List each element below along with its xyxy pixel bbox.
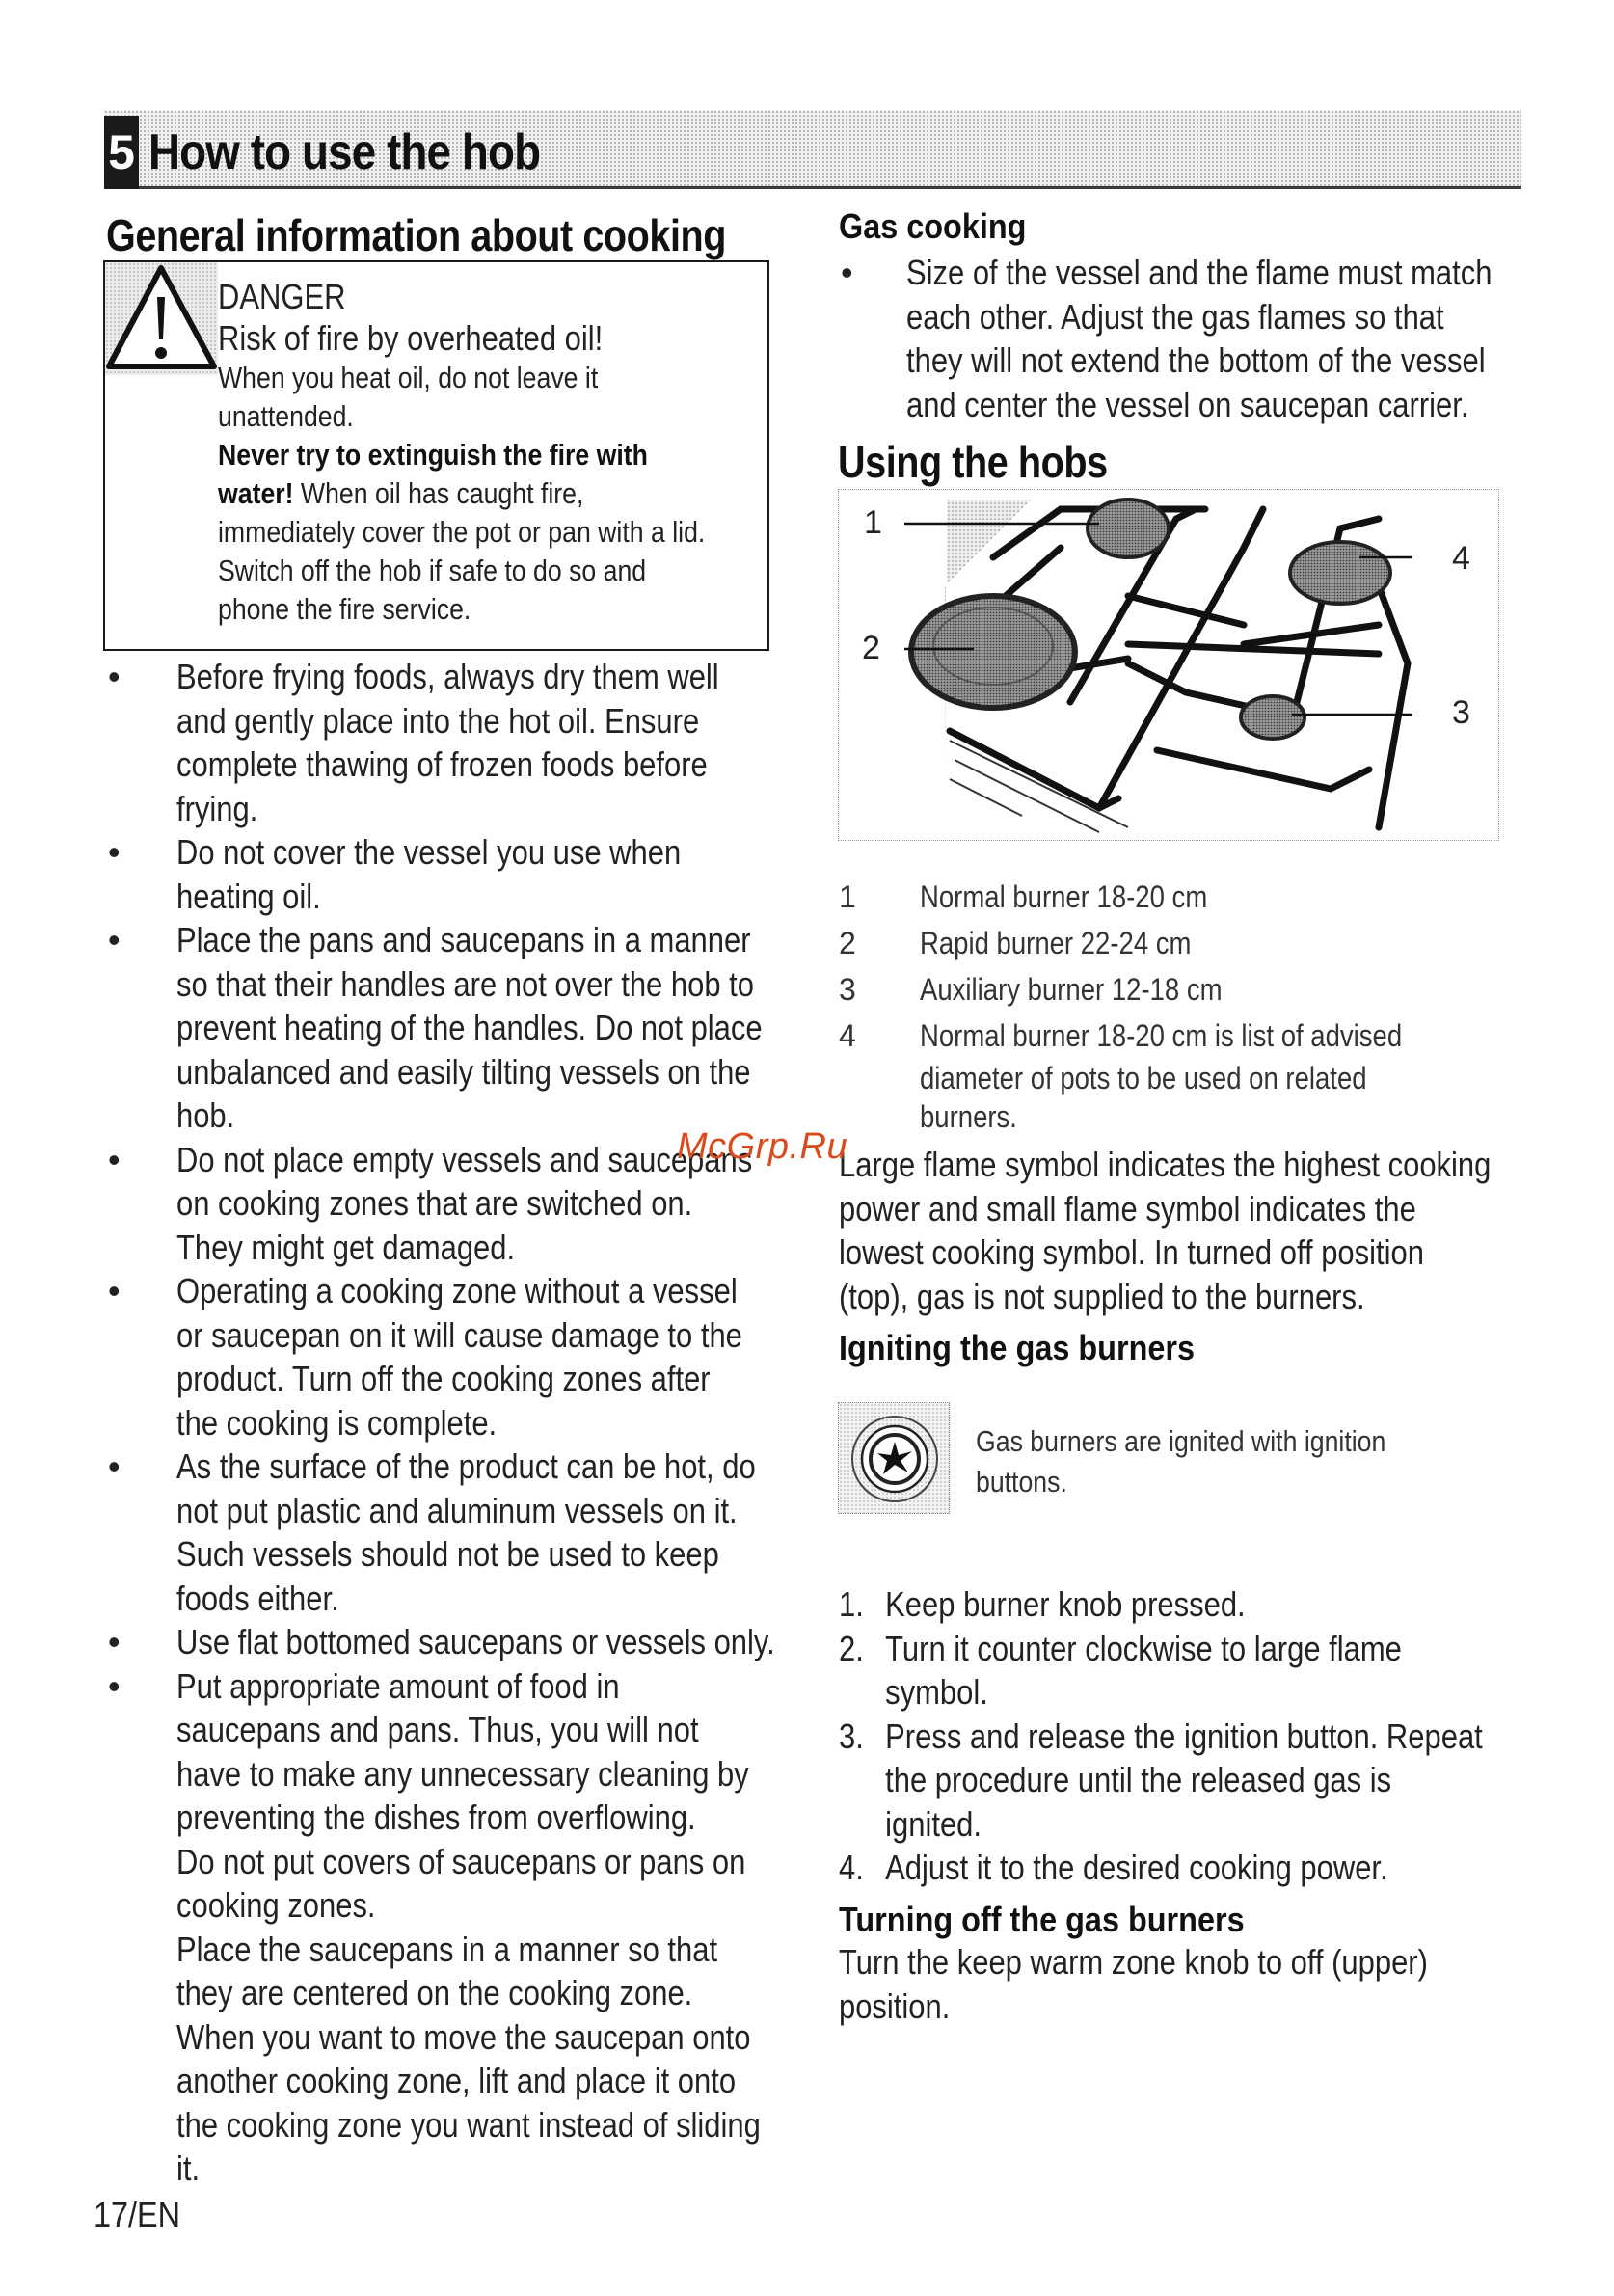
section-number-badge: 5 <box>104 116 139 189</box>
flame-symbol-paragraph <box>839 1143 1491 1318</box>
danger-bold-text: water! <box>218 476 294 510</box>
paragraph-line: Large flame symbol indicates the highest cooking <box>839 1145 1492 1184</box>
legend-text: Normal burner 18-20 cm <box>920 879 1208 914</box>
page-number: 17/EN <box>94 2195 181 2234</box>
ignition-step <box>839 1715 1483 1847</box>
legend-item <box>839 874 1481 920</box>
danger-line: Switch off the hob if safe to do so and <box>218 554 647 587</box>
warning-triangle-icon <box>105 262 218 375</box>
tip-line: have to make any unnecessary cleaning by <box>176 1753 749 1794</box>
danger-line: immediately cover the pot or pan with a lid. <box>218 515 706 549</box>
gas-cooking-text <box>906 251 1492 426</box>
legend-number: 4 <box>839 1018 856 1053</box>
tip-line: Put appropriate amount of food in <box>176 1665 620 1706</box>
danger-icon-background <box>105 262 218 375</box>
diagram-label-1: 1 <box>864 504 882 541</box>
tip-line: saucepans and pans. Thus, you will not <box>176 1710 699 1749</box>
danger-line: When you heat oil, do not leave it <box>218 361 599 394</box>
tip-line: They might get damaged. <box>176 1227 516 1267</box>
turning-off-heading: Turning off the gas burners <box>839 1900 1245 1939</box>
tip-line: the cooking zone you want instead of sliding <box>176 2104 761 2145</box>
tip-line: it. <box>176 2148 201 2188</box>
tip-line: so that their handles are not over the hob to <box>176 963 754 1004</box>
step-text: symbol. <box>885 1672 988 1712</box>
legend-text: burners. <box>920 1099 1017 1134</box>
danger-inline-text: When oil has caught fire, <box>293 476 584 510</box>
step-number: 2. <box>839 1628 864 1668</box>
step-text: Turn it counter clockwise to large flame <box>885 1628 1402 1668</box>
danger-warning-box <box>103 260 769 651</box>
tip-line: not put plastic and aluminum vessels on it. <box>176 1490 738 1530</box>
burner-normal-1 <box>1088 500 1169 557</box>
tip-line: they are centered on the cooking zone. <box>176 1973 693 2012</box>
burner-normal-4 <box>1290 542 1390 604</box>
legend-text: Normal burner 18-20 cm is list of advised <box>920 1018 1403 1053</box>
tip-line: on cooking zones that are switched on. <box>176 1183 693 1223</box>
tip-line: Place the saucepans in a manner so that <box>176 1929 718 1969</box>
legend-text: Rapid burner 22-24 cm <box>920 926 1192 960</box>
tip-line: Place the pans and saucepans in a manner <box>176 920 751 959</box>
legend-item <box>839 966 1481 1013</box>
tip-line: hob. <box>176 1095 235 1135</box>
tip-line: heating oil. <box>176 876 321 916</box>
watermark-logo: McGrp.Ru <box>677 1126 848 1167</box>
cooking-tip-item <box>96 918 829 1138</box>
bullet-icon: • <box>108 1622 121 1661</box>
tip-text <box>176 830 738 918</box>
paragraph-line: Turn the keep warm zone knob to off (upper) <box>839 1942 1428 1982</box>
tip-line: or saucepan on it will cause damage to the <box>176 1314 742 1355</box>
ignition-button-icon <box>839 1403 951 1515</box>
gas-cooking-item <box>839 251 1587 426</box>
tip-text <box>176 1445 756 1620</box>
burner-legend <box>839 874 1481 1136</box>
note-line: buttons. <box>976 1465 1067 1499</box>
text-line: Size of the vessel and the flame must match <box>906 253 1493 292</box>
ignition-step <box>839 1582 1483 1627</box>
note-line: Gas burners are ignited with ignition <box>976 1424 1386 1458</box>
text-line: and center the vessel on saucepan carrier. <box>906 384 1469 424</box>
step-text: Keep burner knob pressed. <box>885 1584 1246 1624</box>
legend-text-block <box>920 1013 1402 1136</box>
bullet-icon: • <box>108 1446 121 1486</box>
legend-number: 1 <box>839 879 856 914</box>
danger-bold-text: Never try to extinguish the fire with <box>218 438 648 472</box>
tip-text <box>176 655 738 830</box>
tip-line: Do not place empty vessels and saucepans <box>176 1139 753 1179</box>
bullet-icon: • <box>108 657 121 696</box>
tip-text <box>176 918 763 1138</box>
tip-text <box>176 1269 742 1445</box>
using-hobs-heading: Using the hobs <box>838 437 1108 487</box>
tip-line: and gently place into the hot oil. Ensure <box>176 700 700 741</box>
cooking-tip-item <box>96 1664 829 2191</box>
legend-item <box>839 1013 1481 1136</box>
legend-number: 3 <box>839 972 856 1007</box>
burner-auxiliary-3 <box>1241 696 1305 739</box>
bullet-icon: • <box>108 1665 121 1706</box>
step-text: the procedure until the released gas is <box>885 1760 1392 1799</box>
tip-text <box>176 1138 753 1270</box>
diagram-label-4: 4 <box>1452 540 1470 577</box>
bullet-icon: • <box>108 920 121 959</box>
cooking-tip-item <box>96 1269 829 1445</box>
paragraph-line: position. <box>839 1985 951 2026</box>
bullet-icon: • <box>108 1271 121 1310</box>
tip-line: Before frying foods, always dry them well <box>176 657 719 696</box>
step-text: Press and release the ignition button. Repeat <box>885 1715 1483 1756</box>
danger-line: phone the fire service. <box>218 592 471 626</box>
step-text: ignited. <box>885 1803 982 1844</box>
tip-text <box>176 1664 761 2191</box>
burner-rapid-2 <box>911 596 1075 708</box>
tip-line: complete thawing of frozen foods before <box>176 744 708 784</box>
ignition-step <box>839 1627 1483 1715</box>
bullet-icon: • <box>841 253 853 292</box>
hob-illustration <box>839 490 1500 842</box>
danger-line: unattended. <box>218 399 354 433</box>
legend-number: 2 <box>839 926 856 960</box>
tip-line: unbalanced and easily tilting vessels on the <box>176 1051 751 1092</box>
tip-line: another cooking zone, lift and place it onto <box>176 2061 737 2100</box>
bullet-icon: • <box>108 832 121 872</box>
danger-title: DANGER <box>218 277 346 316</box>
legend-item <box>839 920 1481 966</box>
danger-line <box>218 474 705 513</box>
text-line: each other. Adjust the gas flames so that <box>906 296 1444 337</box>
section-header-bar <box>104 110 1521 189</box>
ignition-step <box>839 1846 1483 1890</box>
paragraph-line: power and small flame symbol indicates the <box>839 1188 1416 1229</box>
tip-line: Do not cover the vessel you use when <box>176 832 682 872</box>
gas-cooking-heading: Gas cooking <box>839 206 1027 246</box>
danger-text-block <box>218 276 705 629</box>
ignition-note <box>976 1421 1385 1502</box>
legend-text: diameter of pots to be used on related <box>920 1061 1367 1095</box>
legend-text: Auxiliary burner 12-18 cm <box>920 972 1223 1007</box>
hob-diagram <box>838 489 1499 841</box>
cooking-tips-list <box>96 655 829 2191</box>
cooking-tip-item <box>96 655 829 830</box>
tip-line: Operating a cooking zone without a vessel <box>176 1271 738 1310</box>
igniting-heading: Igniting the gas burners <box>839 1328 1196 1367</box>
tip-line: preventing the dishes from overflowing. <box>176 1797 696 1837</box>
danger-main-warning: Risk of fire by overheated oil! <box>218 318 604 358</box>
ignition-steps-list <box>839 1582 1483 1890</box>
ignition-icon-box <box>838 1402 950 1514</box>
section-title: How to use the hob <box>148 124 541 180</box>
step-number: 4. <box>839 1848 864 1887</box>
step-number: 3. <box>839 1715 864 1756</box>
paragraph-line: (top), gas is not supplied to the burners. <box>839 1276 1365 1316</box>
step-number: 1. <box>839 1584 864 1624</box>
step-text: Adjust it to the desired cooking power. <box>885 1848 1388 1887</box>
tip-line: product. Turn off the cooking zones after <box>176 1359 711 1398</box>
danger-line <box>218 436 705 474</box>
tip-line: foods either. <box>176 1578 339 1618</box>
cooking-tip-item <box>96 1620 829 1664</box>
tip-line: prevent heating of the handles. Do not place <box>176 1008 763 1047</box>
tip-line: cooking zones. <box>176 1885 376 1925</box>
tip-text <box>176 1620 775 1664</box>
tip-line: frying. <box>176 788 258 828</box>
diagram-label-3: 3 <box>1452 694 1470 731</box>
cooking-tip-item <box>96 1445 829 1620</box>
tip-line: Use flat bottomed saucepans or vessels only. <box>176 1622 775 1661</box>
tip-line: Such vessels should not be used to keep <box>176 1534 719 1574</box>
bullet-icon: • <box>108 1139 121 1179</box>
tip-line: As the surface of the product can be hot, do <box>176 1446 756 1486</box>
general-info-heading: General information about cooking <box>106 210 726 260</box>
cooking-tip-item <box>96 830 829 918</box>
gas-cooking-list <box>839 251 1587 426</box>
turning-off-text <box>839 1940 1428 2028</box>
hob-front-edges <box>950 741 1128 832</box>
tip-line: the cooking is complete. <box>176 1402 498 1443</box>
text-line: they will not extend the bottom of the vessel <box>906 340 1486 380</box>
paragraph-line: lowest cooking symbol. In turned off position <box>839 1232 1424 1272</box>
tip-line: Do not put covers of saucepans or pans on <box>176 1841 746 1881</box>
tip-line: When you want to move the saucepan onto <box>176 2016 751 2057</box>
diagram-label-2: 2 <box>862 630 880 666</box>
